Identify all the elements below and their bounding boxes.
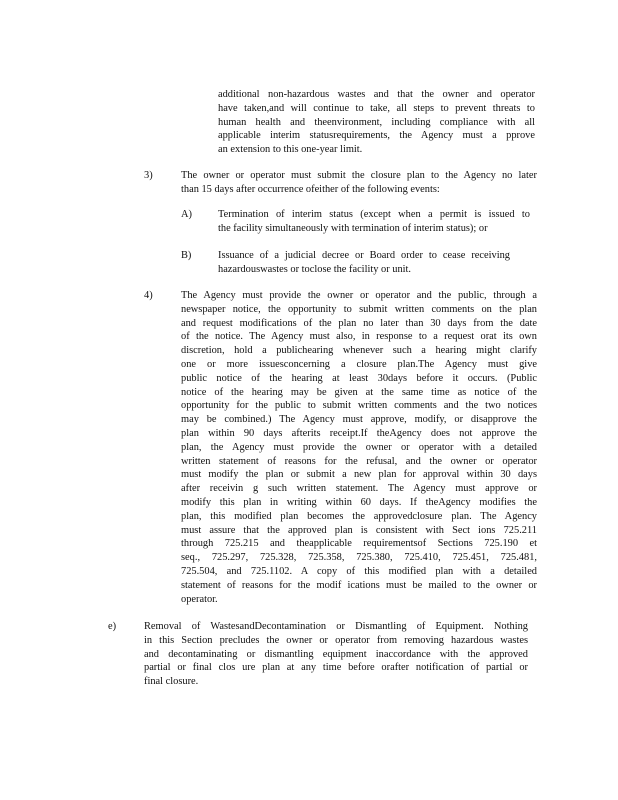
- continuation-paragraph: [218, 88, 535, 157]
- text-line: plan, this modified plan becomes the approvedclosure plan. The Agency: [181, 510, 537, 522]
- text-line: final closure.: [144, 676, 199, 688]
- text-line: an extension to this one-year limit.: [218, 144, 363, 156]
- text-line: statement of reasons for the modif ications must be mailed to the owner or: [181, 579, 537, 591]
- text-line: seq., 725.297, 725.328, 725.358, 725.380, 725.410, 725.451, 725.481,: [181, 552, 537, 564]
- text-line: Removal of WastesandDecontamination or Dismantling of Equipment. Nothing: [144, 621, 528, 632]
- item-e-marker: e): [108, 621, 117, 632]
- text-line: operator.: [181, 593, 218, 605]
- text-line: Termination of interim status (except when a permit is issued to: [218, 209, 530, 220]
- text-line: have taken,and will continue to take, all steps to prevent threats to: [218, 102, 535, 114]
- text-line: newspaper notice, the opportunity to submit written comments on the plan: [181, 303, 537, 315]
- item-4-marker: 4): [144, 290, 153, 301]
- text-line: partial or final clos ure plan at any time before orafter notification of partial or: [144, 662, 528, 674]
- text-line: in this Section precludes the owner or operator from removing hazardous wastes: [144, 634, 528, 646]
- text-line: the facility simultaneously with termination of interim status); or: [218, 222, 488, 234]
- text-line: modify this plan in writing within 60 days. If theAgency modifies the: [181, 496, 537, 508]
- text-line: applicable interim statusrequirements, the Agency must a pprove: [218, 130, 535, 142]
- text-line: must modify the plan or submit a new plan for approval within 30 days: [181, 469, 537, 481]
- text-line: after receivin g such written statement. The Agency must approve or: [181, 483, 537, 495]
- text-line: The Agency must provide the owner or operator and the public, through a: [181, 290, 537, 301]
- text-line: may be combined.) The Agency must approve, modify, or disapprove the: [181, 414, 537, 426]
- text-line: and decontaminating or dismantling equipment inaccordance with the approved: [144, 648, 528, 660]
- text-line: additional non-hazardous wastes and that the owner and operator: [218, 89, 535, 100]
- text-line: written statement of reasons for the refusal, and the owner or operator: [181, 455, 537, 467]
- text-line: human health and theenvironment, including compliance with all: [218, 116, 535, 128]
- text-line: opportunity for the public to submit written comments and the two notices: [181, 400, 537, 412]
- text-line: notice of the hearing may be given at the same time as notice of the: [181, 386, 537, 398]
- item-3a-paragraph: [218, 208, 530, 236]
- item-4-paragraph: [181, 289, 537, 606]
- text-line: plan, the Agency must provide the owner or operator with a detailed: [181, 441, 537, 453]
- text-line: than 15 days after occurrence ofeither of the following events:: [181, 183, 440, 195]
- item-e-paragraph: [144, 620, 528, 689]
- text-line: The owner or operator must submit the closure plan to the Agency no later: [181, 170, 537, 181]
- text-line: through 725.215 and theapplicable requirementsof Sections 725.190 et: [181, 538, 537, 550]
- text-line: must assure that the approved plan is consistent with Sect ions 725.211: [181, 524, 537, 536]
- text-line: 725.504, and 725.1102. A copy of this modified plan with a detailed: [181, 565, 537, 577]
- text-line: of the notice. The Agency must also, in response to a request orat its own: [181, 331, 537, 343]
- text-line: plan within 90 days afterits receipt.If theAgency does not approve the: [181, 427, 537, 439]
- item-3b-marker: B): [181, 250, 192, 261]
- item-3-paragraph: [181, 169, 537, 197]
- item-3a-marker: A): [181, 209, 192, 220]
- text-line: hazardouswastes or toclose the facility or unit.: [218, 263, 412, 275]
- text-line: and request modifications of the plan no later than 30 days from the date: [181, 317, 537, 329]
- item-3b-paragraph: [218, 249, 510, 277]
- item-3-marker: 3): [144, 170, 153, 181]
- text-line: Issuance of a judicial decree or Board order to cease receiving: [218, 250, 510, 261]
- text-line: one or more issuesconcerning a closure plan.The Agency must give: [181, 358, 537, 370]
- text-line: public notice of the hearing at least 30days before it occurs. (Public: [181, 372, 537, 384]
- text-line: discretion, hold a publichearing whenever such a hearing might clarify: [181, 345, 537, 357]
